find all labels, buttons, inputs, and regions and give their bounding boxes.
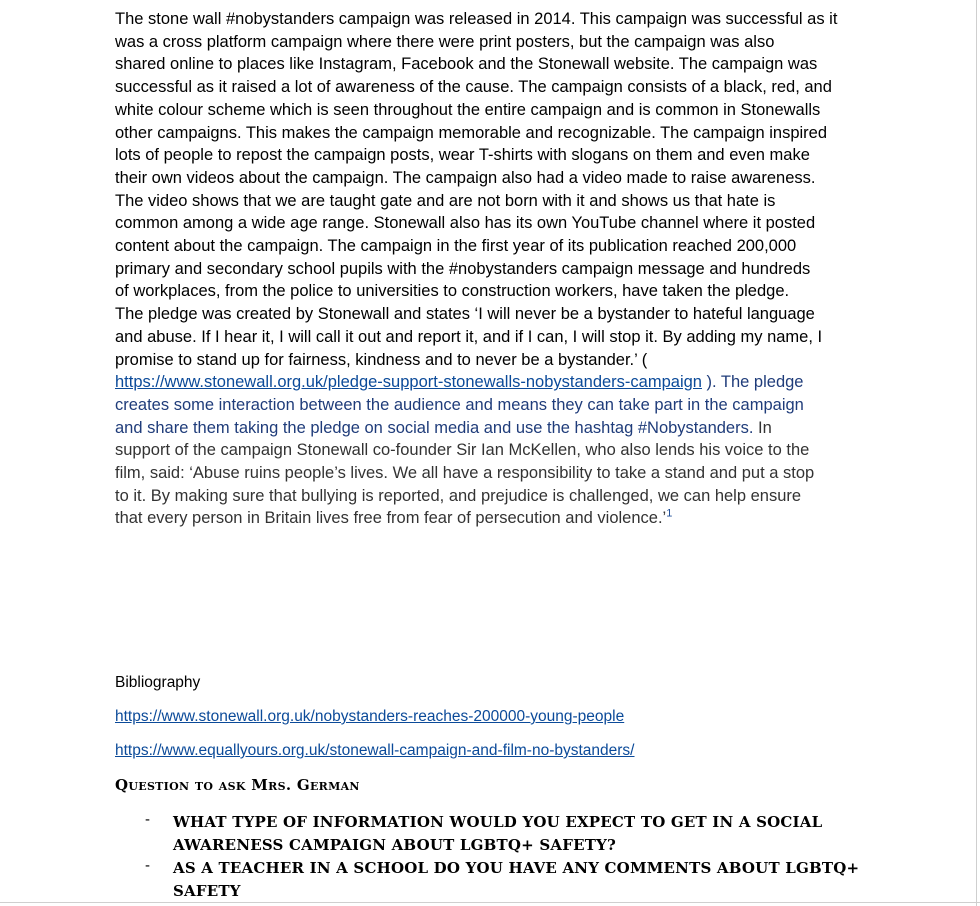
bibliography-link-2[interactable]: https://www.equallyours.org.uk/stonewall-campaign-and-film-no-bystanders/: [115, 742, 635, 759]
list-dash: -: [145, 857, 150, 874]
page-edge: [976, 0, 977, 906]
questions-heading: Question to ask Mrs. German: [115, 776, 360, 794]
question-text: WHAT TYPE OF INFORMATION WOULD YOU EXPECT TO GET IN A SOCIAL AWARENESS CAMPAIGN ABOUT LGBTQ+ SAFETY?: [173, 813, 823, 854]
list-dash: -: [145, 811, 150, 828]
bibliography-link-1[interactable]: https://www.stonewall.org.uk/nobystanders-reaches-200000-young-people: [115, 708, 625, 725]
questions-list: [145, 811, 865, 903]
footnote-ref[interactable]: 1: [666, 507, 673, 520]
list-item: [145, 811, 865, 857]
bibliography-title: Bibliography: [115, 674, 201, 691]
pledge-link[interactable]: https://www.stonewall.org.uk/pledge-support-stonewalls-nobystanders-campaign: [115, 373, 702, 392]
list-item: [145, 857, 865, 903]
question-text: AS A TEACHER IN A SCHOOL DO YOU HAVE ANY COMMENTS ABOUT LGBTQ+ SAFETY: [173, 859, 860, 900]
body-paragraph: The stone wall #nobystanders campaign was released in 2014. This campaign was successful as it was a cross platform campaign where there were print posters, but the campaign was also shared online to places like Instagram, Facebook and the Stonewall website. The campaign was successful as it raised a lot of awareness of the cause. The campaign consists of a black, red, and white colour scheme which is seen throughout the entire campaign and is common in Stonewalls other campaigns. This makes the campaign memorable and recognizable. The campaign inspired lots of people to repost the campaign posts, wear T-shirts with slogans on them and even make their own videos about the campaign. The campaign also had a video made to raise awareness. The video shows that we are taught gate and are not born with it and shows us that hate is common among a wide age range. Stonewall also has its own YouTube channel where it posted content about the campaign. The campaign in the first year of its publication reached 200,000 primary and secondary school pupils with the #nobystanders campaign message and hundreds of workplaces, from the police to universities to construction workers, have taken the pledge. The pledge was created by Stonewall and states ‘I will never be a bystander to hateful language and abuse. If I hear it, I will call it out and report it, and if I can, I will stop it. By adding my name, I promise to stand up for fairness, kindness and to never be a bystander.’ ( https://www.stonewall.org.uk/pledge-support-stonewalls-nobystanders-campaign ). The pledge creates some interaction between the audience and means they can take part in the campaign and share them taking the pledge on social media and use the hashtag #Nobystanders. In support of the campaign Stonewall co-founder Sir Ian McKellen, who also lends his voice to the film, said: ‘Abuse ruins people’s lives. We all have a responsibility to take a stand and put a stop to it. By making sure that bullying is reported, and prejudice is challenged, we can help ensure that every person in Britain lives free from fear of persecution and violence.’$^1$: [115, 10, 838, 528]
